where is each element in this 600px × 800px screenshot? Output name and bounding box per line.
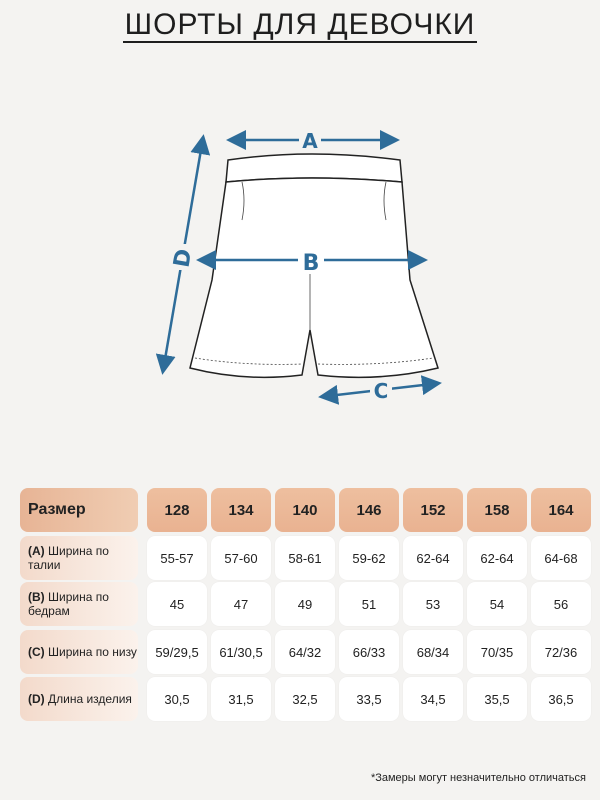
size-164: 164 [531, 488, 591, 532]
dim-label-a: A [302, 129, 318, 153]
row-name: Ширина по талии [28, 544, 109, 572]
dim-label-b: B [302, 251, 320, 276]
row-label-waist [20, 536, 138, 580]
table-cell: 59/29,5 [147, 630, 207, 674]
shorts-diagram [150, 120, 460, 420]
size-128: 128 [147, 488, 207, 532]
table-cell: 56 [531, 582, 591, 626]
dim-label-c: C [373, 379, 389, 403]
row-label-length [20, 677, 138, 721]
dim-label-d: D [169, 247, 198, 270]
table-row [20, 582, 586, 626]
row-code: (C) [28, 645, 45, 659]
size-134: 134 [211, 488, 271, 532]
table-row [20, 536, 586, 580]
table-cell: 47 [211, 582, 271, 626]
table-cell: 36,5 [531, 677, 591, 721]
table-cell: 57-60 [211, 536, 271, 580]
table-cell: 59-62 [339, 536, 399, 580]
table-cell: 64-68 [531, 536, 591, 580]
size-140: 140 [275, 488, 335, 532]
table-cell: 49 [275, 582, 335, 626]
table-cell: 53 [403, 582, 463, 626]
table-cell: 32,5 [275, 677, 335, 721]
table-row [20, 677, 586, 721]
table-cell: 62-64 [403, 536, 463, 580]
table-cell: 58-61 [275, 536, 335, 580]
page-title-text: ШОРТЫ ДЛЯ ДЕВОЧКИ [124, 8, 476, 41]
table-cell: 61/30,5 [211, 630, 271, 674]
row-code: (D) [28, 692, 45, 706]
table-header-row [20, 488, 586, 532]
row-code: (A) [28, 544, 45, 558]
row-label-hips [20, 582, 138, 626]
table-cell: 35,5 [467, 677, 527, 721]
table-cell: 51 [339, 582, 399, 626]
row-name: Ширина по низу [48, 645, 137, 659]
table-cell: 68/34 [403, 630, 463, 674]
footnote: *Замеры могут незначительно отличаться [370, 772, 586, 784]
table-cell: 64/32 [275, 630, 335, 674]
table-cell: 62-64 [467, 536, 527, 580]
table-cell: 30,5 [147, 677, 207, 721]
table-cell: 55-57 [147, 536, 207, 580]
table-cell: 33,5 [339, 677, 399, 721]
table-cell: 70/35 [467, 630, 527, 674]
table-row [20, 630, 586, 674]
row-name: Длина изделия [48, 692, 132, 706]
size-146: 146 [339, 488, 399, 532]
size-158: 158 [467, 488, 527, 532]
row-label-hem [20, 630, 138, 674]
table-cell: 66/33 [339, 630, 399, 674]
table-cell: 31,5 [211, 677, 271, 721]
table-cell: 72/36 [531, 630, 591, 674]
table-cell: 34,5 [403, 677, 463, 721]
page-title [0, 8, 600, 42]
table-cell: 45 [147, 582, 207, 626]
header-label: Размер [20, 488, 138, 532]
row-code: (B) [28, 590, 45, 604]
size-152: 152 [403, 488, 463, 532]
row-name: Ширина по бедрам [28, 590, 109, 618]
table-cell: 54 [467, 582, 527, 626]
